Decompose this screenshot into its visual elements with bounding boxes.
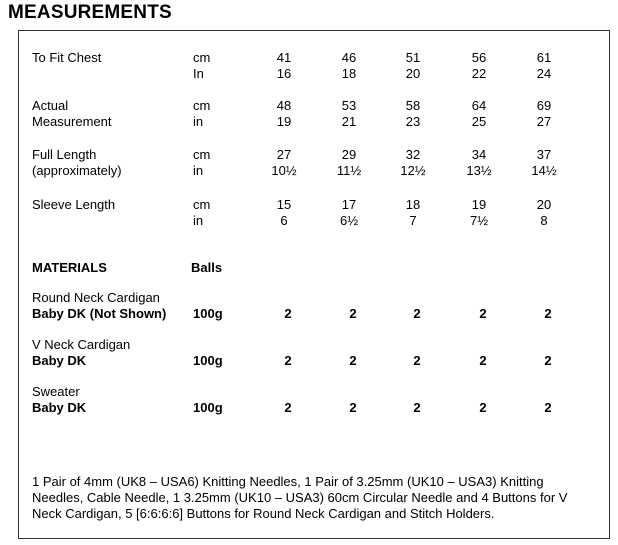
row-label: Full Length — [32, 147, 97, 162]
material-yarn: Baby DK — [32, 353, 87, 368]
size-value: 7 — [409, 213, 417, 228]
unit-label: In — [193, 66, 204, 81]
ball-count: 2 — [349, 400, 357, 415]
size-value: 29 — [341, 147, 357, 162]
size-value: 12½ — [400, 163, 426, 178]
size-value: 8 — [540, 213, 548, 228]
balls-label: Balls — [191, 260, 223, 275]
size-value: 21 — [341, 114, 357, 129]
row-label: Sleeve Length — [32, 197, 116, 212]
size-value: 48 — [276, 98, 292, 113]
unit-label: in — [193, 114, 204, 129]
ball-count: 2 — [479, 400, 487, 415]
material-yarn: Baby DK (Not Shown) — [32, 306, 167, 321]
ball-count: 2 — [544, 353, 552, 368]
size-value: 6 — [280, 213, 288, 228]
ball-count: 2 — [479, 306, 487, 321]
size-value: 20 — [405, 66, 421, 81]
ball-count: 2 — [349, 353, 357, 368]
size-value: 11½ — [336, 163, 362, 178]
ball-count: 2 — [544, 400, 552, 415]
size-value: 17 — [341, 197, 357, 212]
material-yarn: Baby DK — [32, 400, 87, 415]
size-value: 69 — [536, 98, 552, 113]
size-value: 15 — [276, 197, 292, 212]
size-value: 56 — [471, 50, 487, 65]
material-weight: 100g — [193, 353, 223, 368]
size-value: 14½ — [531, 163, 557, 178]
row-label: Actual — [32, 98, 69, 113]
row-label: Measurement — [32, 114, 112, 129]
material-item-name: Sweater — [32, 384, 80, 399]
row-label: (approximately) — [32, 163, 122, 178]
size-value: 46 — [341, 50, 357, 65]
size-value: 13½ — [466, 163, 492, 178]
ball-count: 2 — [284, 306, 292, 321]
measurements-frame — [18, 30, 610, 539]
material-item-name: Round Neck Cardigan — [32, 290, 160, 305]
size-value: 19 — [471, 197, 487, 212]
size-value: 16 — [276, 66, 292, 81]
ball-count: 2 — [413, 400, 421, 415]
ball-count: 2 — [284, 400, 292, 415]
size-value: 34 — [471, 147, 487, 162]
materials-notes: 1 Pair of 4mm (UK8 – USA6) Knitting Needles, 1 Pair of 3.25mm (UK10 – USA3) Knitting Needles, Cable Needle, 1 3.25mm (UK10 – USA3) 60cm Circular Needle and 4 Buttons for V Neck Cardigan, 5 [6:6:6:6] Buttons for Round Neck Cardigan and Stitch Holders. — [32, 474, 568, 521]
unit-label: cm — [193, 50, 211, 65]
size-value: 58 — [405, 98, 421, 113]
size-value: 37 — [536, 147, 552, 162]
size-value: 20 — [536, 197, 552, 212]
materials-heading: MATERIALS — [32, 260, 107, 275]
ball-count: 2 — [284, 353, 292, 368]
size-value: 64 — [471, 98, 487, 113]
unit-label: cm — [193, 197, 211, 212]
size-value: 61 — [536, 50, 552, 65]
size-value: 25 — [471, 114, 487, 129]
material-weight: 100g — [193, 306, 223, 321]
material-weight: 100g — [193, 400, 223, 415]
size-value: 32 — [405, 147, 421, 162]
size-value: 41 — [276, 50, 292, 65]
size-value: 6½ — [339, 213, 359, 228]
page-title: MEASUREMENTS — [8, 2, 172, 23]
size-value: 19 — [276, 114, 292, 129]
size-value: 18 — [405, 197, 421, 212]
unit-label: in — [193, 213, 204, 228]
size-value: 27 — [536, 114, 552, 129]
ball-count: 2 — [413, 306, 421, 321]
size-value: 7½ — [469, 213, 489, 228]
unit-label: cm — [193, 98, 211, 113]
size-value: 10½ — [271, 163, 297, 178]
unit-label: in — [193, 163, 204, 178]
row-label: To Fit Chest — [32, 50, 102, 65]
ball-count: 2 — [479, 353, 487, 368]
size-value: 18 — [341, 66, 357, 81]
ball-count: 2 — [413, 353, 421, 368]
size-value: 27 — [276, 147, 292, 162]
material-item-name: V Neck Cardigan — [32, 337, 131, 352]
unit-label: cm — [193, 147, 211, 162]
size-value: 23 — [405, 114, 421, 129]
ball-count: 2 — [544, 306, 552, 321]
size-value: 53 — [341, 98, 357, 113]
size-value: 22 — [471, 66, 487, 81]
ball-count: 2 — [349, 306, 357, 321]
size-value: 24 — [536, 66, 552, 81]
size-value: 51 — [405, 50, 421, 65]
